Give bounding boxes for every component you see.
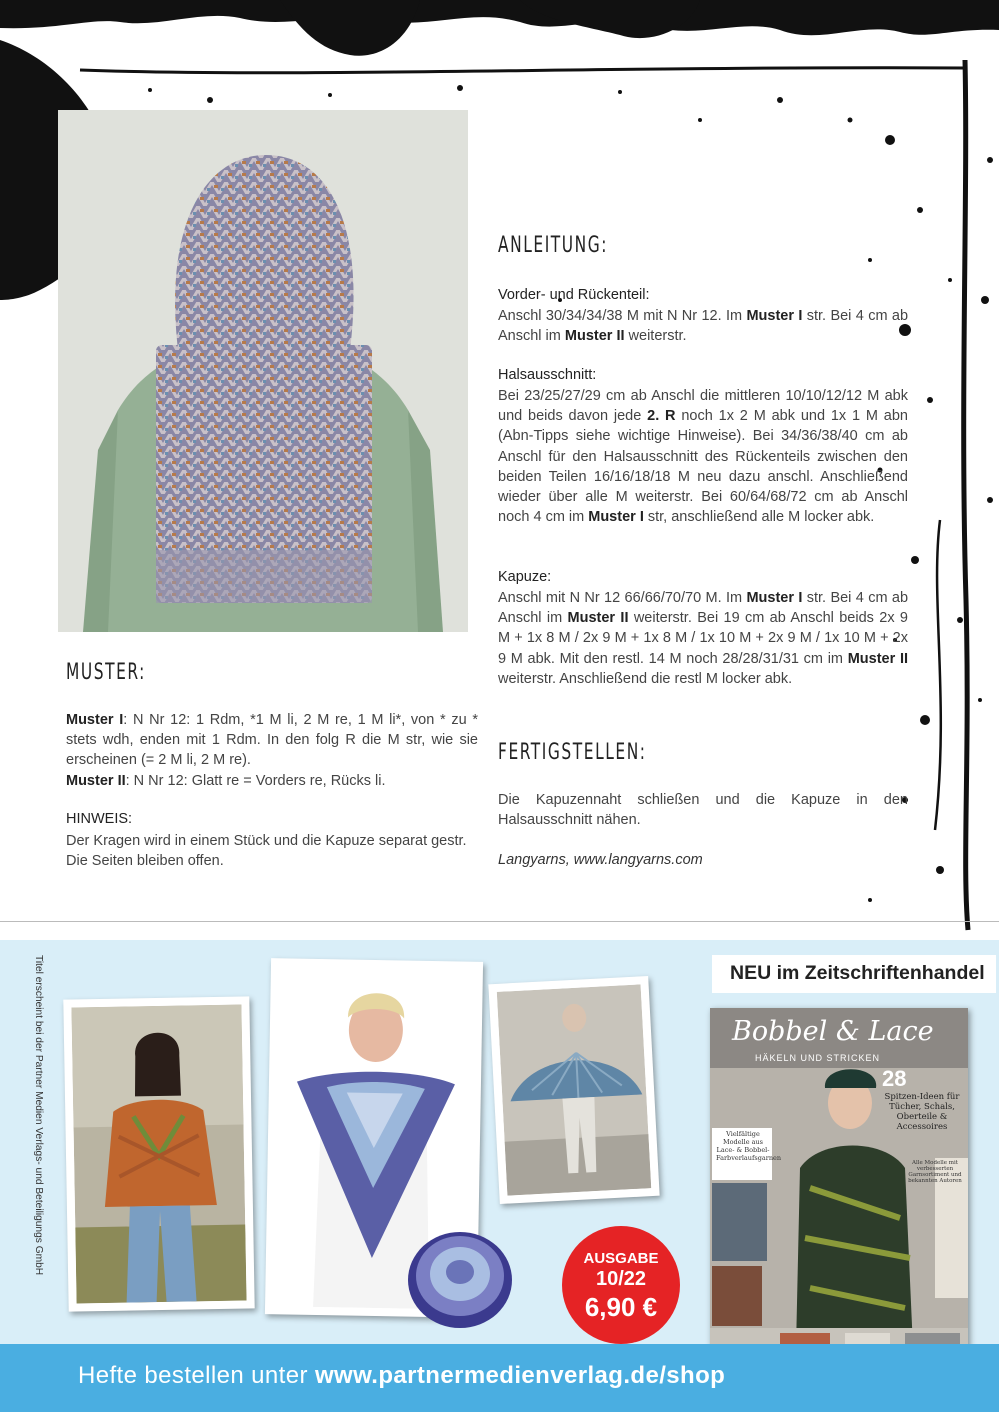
instructions-heading: ANLEITUNG: xyxy=(498,233,609,258)
order-footer-text: Hefte bestellen unter www.partnermedienverlag.de/shop xyxy=(78,1362,726,1389)
front-back-text: Anschl 30/34/34/38 M mit N Nr 12. Im Muster I str. Bei 4 cm ab Anschl im Muster II weiterstr. xyxy=(498,308,909,345)
note-title: HINWEIS: xyxy=(66,811,133,827)
magazine-cover: Bobbel & Lace HÄKELN UND STRICKEN 28 Spitzen-Ideen für Tücher, Schals, Oberteile & Accessoires Vielfältige Modelle aus Lace- & Bobbel-Farbverlaufsgarnen Alle Modelle mit verbesserten Garnsortiment und bekannten Autoren xyxy=(710,1008,968,1393)
finishing-text: Die Kapuzennaht schließen und die Kapuze in den Halsausschnitt nähen. xyxy=(498,792,908,829)
finishing-heading: FERTIGSTELLEN: xyxy=(498,740,647,765)
pattern-heading: MUSTER: xyxy=(66,660,146,685)
separator-line xyxy=(0,921,999,922)
hood-title: Kapuze: xyxy=(498,569,552,585)
neckline-text: Bei 23/25/27/29 cm ab Anschl die mittleren 10/10/12/12 M abk und beids davon jede 2. R noch 1x 2 M abk und 1x 1 M abn (Abn-Tipps siehe wichtige Hinweise). Bei 34/36/38/40 cm ab Anschl für den Halsausschnitt des Rückenteils zwischen den beiden Teilen 16/16/18/18 M neu dazu anschl. Anschließend wieder über alle M weiterstr. Bei 60/64/68/72 cm ab Anschl noch 4 cm im Muster I str, anschließend alle M locker abk. xyxy=(498,388,908,526)
hood-text: Anschl mit N Nr 12 66/66/70/70 M. Im Muster I str. Bei 4 cm ab Anschl im Muster II weiterstr. Bei 19 cm ab Anschl beids 2x 9 M + 1x 8 M / 2x 9 M + 1x 8 M / 1x 10 M + 2x 9 M / 1x 10 M + 2x 9 M abk. Mit den restl. 14 M noch 28/28/31/31 cm im Muster II weiterstr. Anschließend die restl M locker abk. xyxy=(498,590,909,687)
designer-credit: Langyarns, www.langyarns.com xyxy=(498,852,703,868)
price-badge: AUSGABE 10/22 6,90 € xyxy=(562,1226,680,1344)
yarn-cake-icon xyxy=(404,1220,516,1332)
new-in-stores-label: NEU im Zeitschriftenhandel xyxy=(712,955,996,993)
pattern-text: Muster I: N Nr 12: 1 Rdm, *1 M li, 2 M re, 1 M li*, von * zu * stets wdh, enden mit 1 Rdm. In den folg R die M str, wie sie erscheinen (= 2 M li, 2 M re). Muster II: N Nr 12: Glatt re = Vorders re, Rücks li. xyxy=(66,712,478,789)
sweater-photo xyxy=(63,996,254,1311)
note-text: Der Kragen wird in einem Stück und die Kapuze separat gestr. Die Seiten bleiben offen. xyxy=(66,833,467,870)
publisher-note: Titel erscheint bei der Partner Medien Verlags- und Beteiligungs GmbH xyxy=(33,955,44,1276)
hooded-cowl-photo xyxy=(58,110,468,632)
lace-shawl-photo xyxy=(488,976,659,1204)
front-back-title: Vorder- und Rückenteil: xyxy=(498,287,650,303)
neckline-title: Halsausschnitt: xyxy=(498,367,597,383)
shop-url-link[interactable]: www.partnermedienverlag.de/shop xyxy=(314,1362,726,1389)
